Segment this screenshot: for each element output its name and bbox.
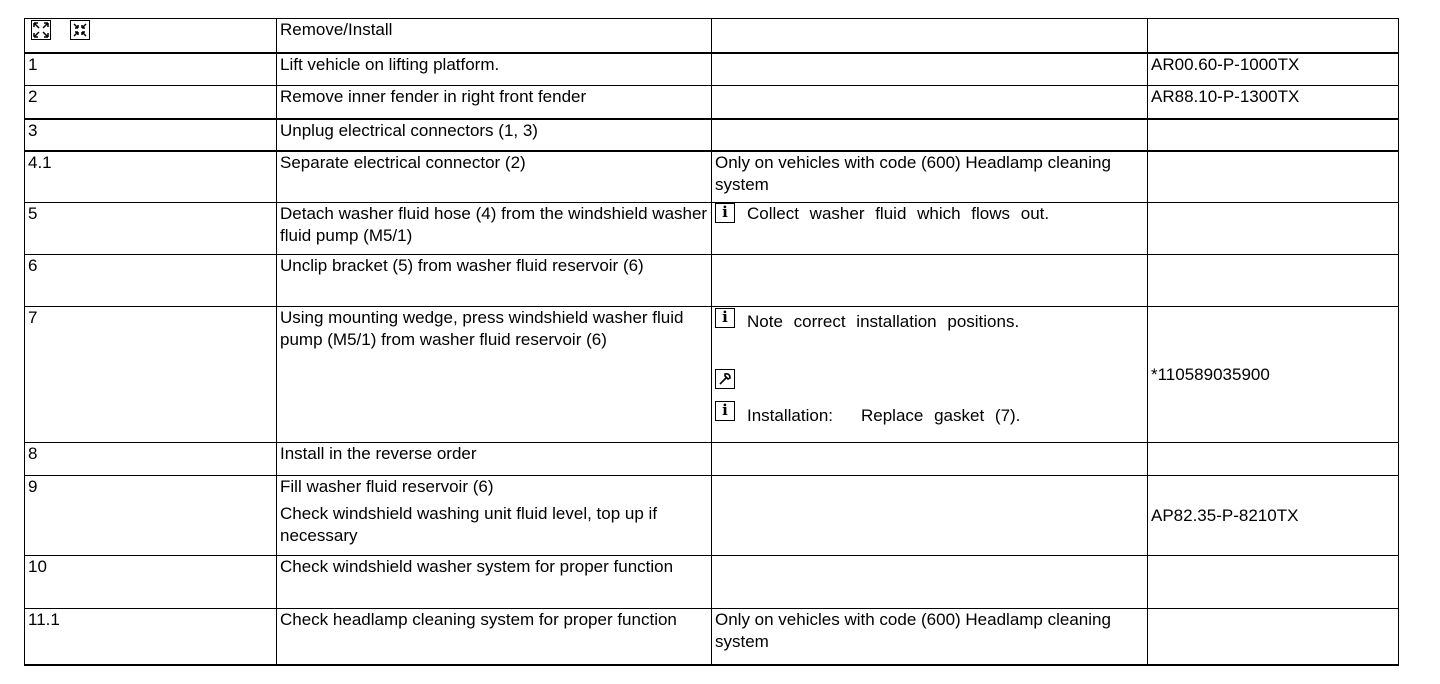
step-text: Unclip bracket (5) from washer fluid reservoir (6) [277,255,712,307]
step-note-cell [712,203,1148,255]
step-text: Separate electrical connector (2) [277,151,712,203]
step-note [712,443,1148,476]
info-icon[interactable]: i [715,203,735,223]
collapse-icon[interactable] [70,20,90,40]
step-note: Only on vehicles with code (600) Headlamp cleaning system [712,151,1148,203]
step-note-cell [712,307,1148,443]
step-reference-link [1148,203,1399,255]
step-reference-link [1148,443,1399,476]
table-row [25,609,1399,665]
step-note [712,556,1148,609]
table-row [25,476,1399,556]
step-number: 1 [25,53,277,86]
step-number: 7 [25,307,277,443]
step-reference-link [1148,255,1399,307]
step-text: Install in the reverse order [277,443,712,476]
step-text: Using mounting wedge, press windshield washer fluid pump (M5/1) from washer fluid reservoir (6) [277,307,712,443]
table-row [25,203,1399,255]
table-row [25,86,1399,119]
step-reference-link [1148,556,1399,609]
table-row [25,556,1399,609]
step-text: Unplug electrical connectors (1, 3) [277,119,712,151]
step-text-cell [277,476,712,556]
table-row [25,119,1399,151]
step-number: 2 [25,86,277,119]
step-note: Collect washer fluid which flows out. [747,204,1050,223]
step-reference-link [1148,119,1399,151]
header-ref-cell [1148,19,1399,53]
header-notes-cell [712,19,1148,53]
step-reference-link[interactable]: AP82.35-P-8210TX [1148,476,1399,556]
header-icons-cell [25,19,277,53]
step-number: 10 [25,556,277,609]
step-number: 4.1 [25,151,277,203]
special-tool-icon[interactable] [715,369,735,389]
info-icon[interactable]: i [715,401,735,421]
step-number: 6 [25,255,277,307]
step-reference-link[interactable]: AR00.60-P-1000TX [1148,53,1399,86]
step-text: Lift vehicle on lifting platform. [277,53,712,86]
header-title: Remove/Install [277,19,712,53]
step-reference-link[interactable]: *110589035900 [1148,307,1399,443]
step-note [712,86,1148,119]
step-text-secondary: Check windshield washing unit fluid level, top up if necessary [280,504,658,545]
table-row [25,53,1399,86]
step-note [712,53,1148,86]
procedure-table [24,18,1399,666]
step-text: Remove inner fender in right front fender [277,86,712,119]
step-number: 5 [25,203,277,255]
info-icon[interactable]: i [715,308,735,328]
table-row [25,255,1399,307]
step-note [712,255,1148,307]
installation-label: Installation: [747,406,833,425]
step-number: 8 [25,443,277,476]
expand-icon[interactable] [31,20,51,40]
step-text: Check headlamp cleaning system for proper function [277,609,712,665]
step-note: Only on vehicles with code (600) Headlamp cleaning system [712,609,1148,665]
table-row [25,307,1399,443]
step-reference-link [1148,609,1399,665]
step-reference-link[interactable]: AR88.10-P-1300TX [1148,86,1399,119]
step-reference-link [1148,151,1399,203]
step-number: 9 [25,476,277,556]
header-row [25,19,1399,53]
table-row [25,151,1399,203]
table-row [25,443,1399,476]
step-note: Note correct installation positions. [747,312,1020,331]
step-note: Replace gasket (7). [861,406,1021,425]
step-note [712,476,1148,556]
step-text: Fill washer fluid reservoir (6) [280,477,494,496]
step-text: Detach washer fluid hose (4) from the windshield washer fluid pump (M5/1) [277,203,712,255]
step-text: Check windshield washer system for proper function [277,556,712,609]
step-number: 11.1 [25,609,277,665]
step-number: 3 [25,119,277,151]
step-note [712,119,1148,151]
